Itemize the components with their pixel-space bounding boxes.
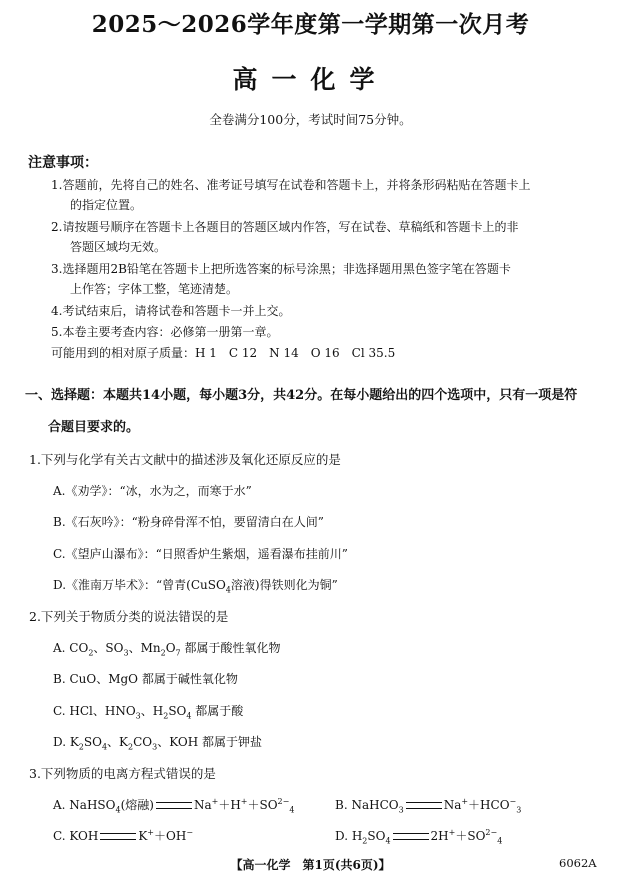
exam-title: 2025～2026学年度第一学期第一次月考 [91,11,530,38]
equals-sign-icon [393,833,429,840]
q2-option-a: A. $CO_2$、$SO_3$、$Mn_2O_7$ 都属于酸性氧化物 [53,641,281,658]
equals-sign-icon [156,802,192,809]
q3-option-c: C. KOH K+＋OH− [53,828,194,843]
q3-option-a: A. NaHSO$_4$(熔融) $Na^++H^++SO^{2-}_4$ [53,797,295,815]
q2-option-c: C. HCl、$HNO_3$、$H_2SO_4$ 都属于酸 [53,704,244,721]
notice-line: 可能用到的相对原子质量：H 1 C 12 N 14 O 16 Cl 35.5 [51,346,396,360]
q1-option-a: A.《劝学》：“冰，水为之，而寒于水” [53,484,252,498]
notice-line: 5.本卷主要考查内容：必修第一册第一章。 [51,325,279,339]
question-2-stem: 2.下列关于物质分类的说法错误的是 [29,609,229,624]
q3-option-d: D. $H_2SO_4$ $2H^++SO^{2-}_4$ [335,828,503,846]
equals-sign-icon [100,833,136,840]
notice-heading: 注意事项： [28,155,98,171]
notice-line: 4.考试结束后，请将试卷和答题卡一并上交。 [51,304,291,318]
subject-title: 高一化学 [232,65,389,94]
paper-code: 6062A [559,856,597,870]
question-1-stem: 1.下列与化学有关古文献中的描述涉及氧化还原反应的是 [29,452,341,467]
notice-line: 答题区域均无效。 [70,240,167,254]
notice-line: 1.答题前，先将自己的姓名、准考证号填写在试卷和答题卡上，并将条形码粘贴在答题卡上 [51,178,531,192]
equals-sign-icon [406,802,442,809]
notice-line: 3.选择题用2B铅笔在答题卡上把所选答案的标号涂黑；非选择题用黑色签字笔在答题卡 [51,262,511,276]
notice-line: 上作答；字体工整，笔迹清楚。 [70,282,239,296]
page-footer: 【高一化学 第1页(共6页)】 [230,858,391,872]
q2-option-b: B. CuO、MgO 都属于碱性氧化物 [53,672,238,686]
q1-option-c: C.《望庐山瀑布》：“日照香炉生紫烟，遥看瀑布挂前川” [53,547,348,561]
q2-option-d: D. $K_2SO_4$、$K_2CO_3$、KOH 都属于钾盐 [53,735,262,752]
q1-option-b: B.《石灰吟》：“粉身碎骨浑不怕，要留清白在人间” [53,515,324,529]
q1-option-d: D.《淮南万毕术》：“曾青(CuSO$_4$溶液)得铁则化为铜” [53,578,338,595]
section-heading-cont: 合题目要求的。 [48,420,140,435]
exam-info: 全卷满分100分，考试时间75分钟。 [209,112,412,127]
q3-option-b: B. NaHCO$_3$ $Na^++HCO^-_3$ [335,797,522,815]
question-3-stem: 3.下列物质的电离方程式错误的是 [29,766,216,781]
notice-line: 的指定位置。 [70,198,143,212]
notice-line: 2.请按题号顺序在答题卡上各题目的答题区域内作答，写在试卷、草稿纸和答题卡上的非 [51,220,519,234]
section-heading: 一、选择题：本题共14小题，每小题3分，共42分。在每小题给出的四个选项中，只有一项是符 [25,388,578,403]
